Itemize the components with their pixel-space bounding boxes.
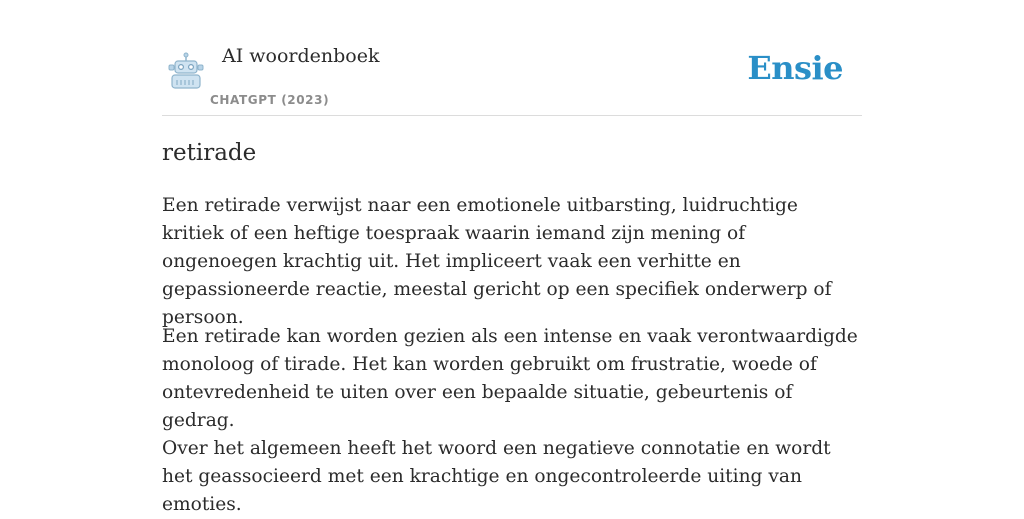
page xyxy=(162,0,862,515)
definition-paragraph: Een retirade kan worden gezien als een intense en vaak verontwaardigde monoloog of tirade. Het kan worden gebruikt om frustratie, woede of ontevredenheid te uiten over een bepaalde situatie, gebeurtenis of gedrag. xyxy=(162,326,858,431)
definition-paragraph: Een retirade verwijst naar een emotionele uitbarsting, luidruchtige kritiek of een heftige toespraak waarin iemand zijn mening of ongenoegen krachtig uit. Het impliceert vaak een verhitte en gepassioneerde reactie, meestal gericht op een specifiek onderwerp of persoon. xyxy=(162,195,832,328)
header xyxy=(162,0,862,116)
definition-paragraph: Over het algemeen heeft het woord een negatieve connotatie en wordt het geassocieerd met een krachtige en ongecontroleerde uiting van emoties. xyxy=(162,438,831,515)
source-title[interactable]: AI woordenboek xyxy=(222,45,380,67)
entry-term: retirade xyxy=(162,140,257,166)
source-subtitle: CHATGPT (2023) xyxy=(210,93,330,107)
brand-logo[interactable]: Ensie xyxy=(747,49,843,87)
robot-icon xyxy=(166,52,206,90)
